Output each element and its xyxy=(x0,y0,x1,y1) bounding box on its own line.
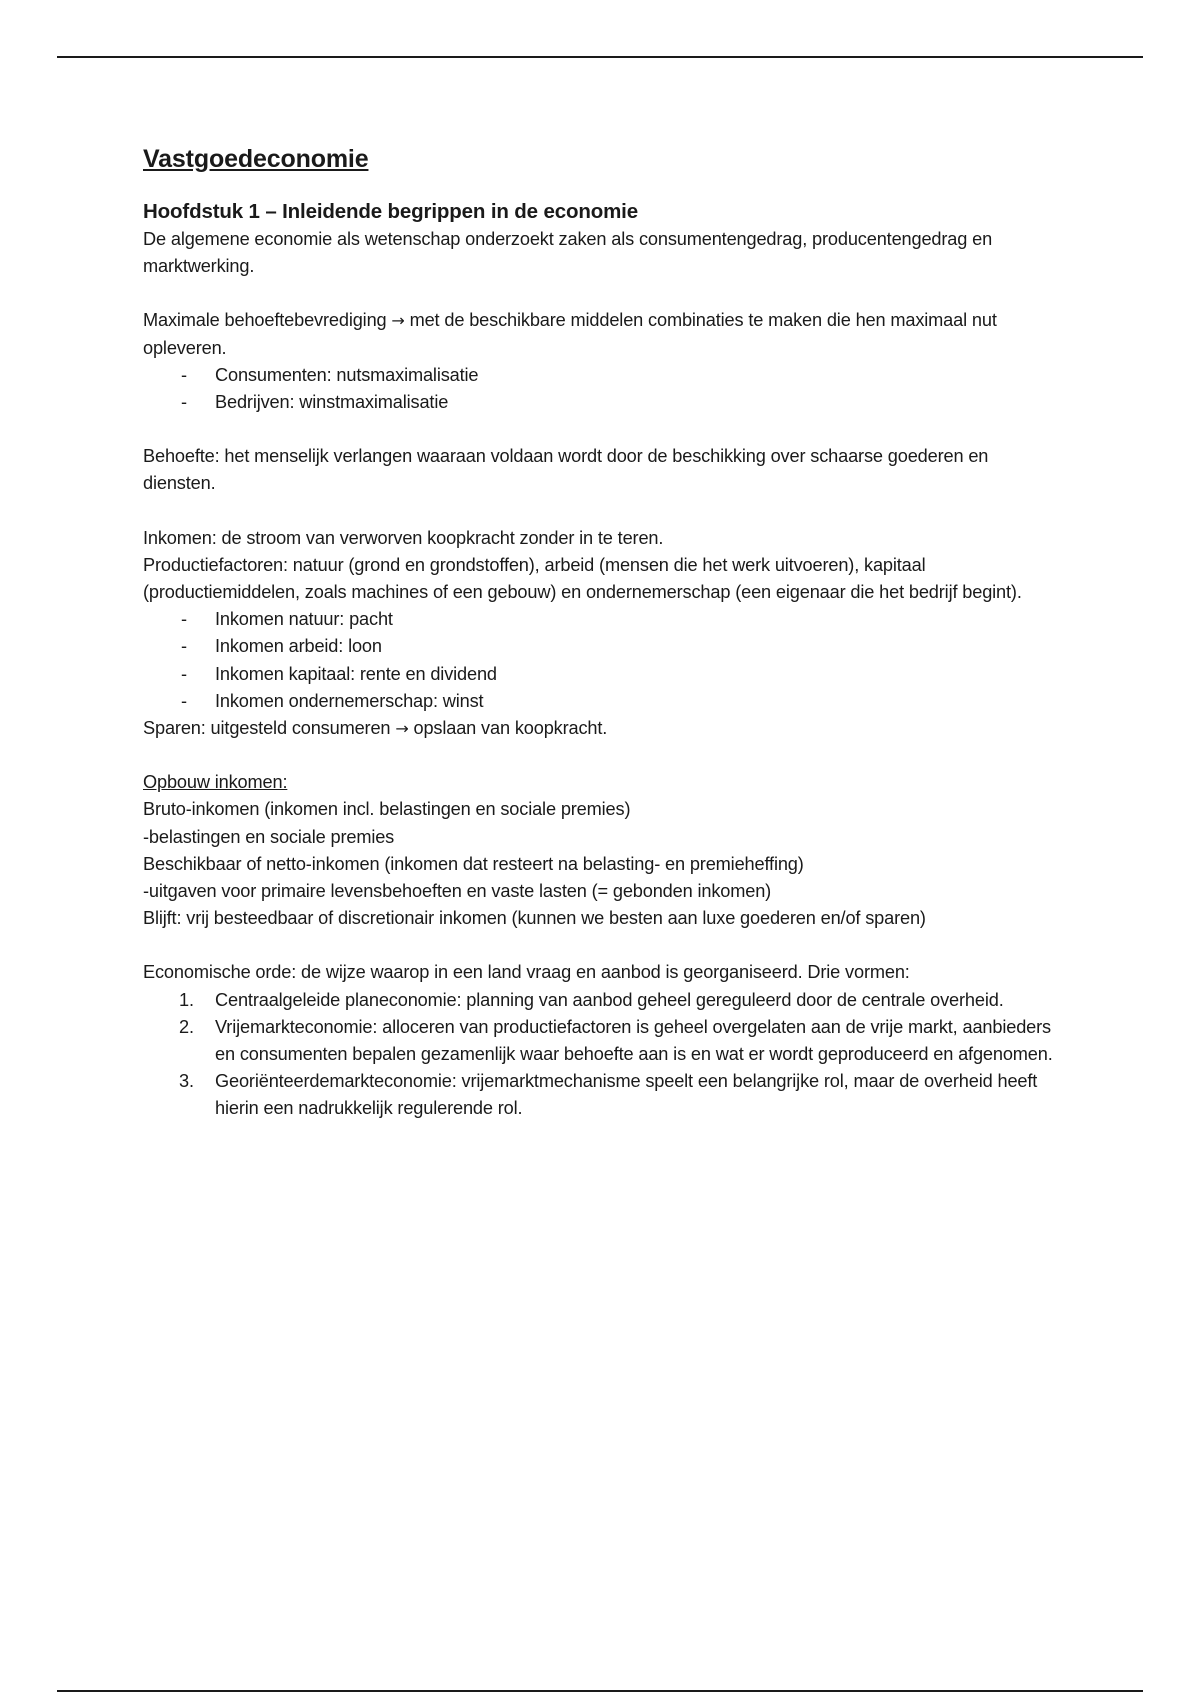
economische-orde-list xyxy=(143,987,1063,1123)
max-behoefte-list xyxy=(143,362,1063,416)
list-item-text: Inkomen kapitaal: rente en dividend xyxy=(215,663,497,684)
list-number: 1. xyxy=(179,989,194,1010)
spacer xyxy=(143,498,1063,525)
opbouw-line: Beschikbaar of netto-inkomen (inkomen dat resteert na belasting- en premieheffing) xyxy=(143,853,804,874)
dash-bullet: - xyxy=(181,609,187,630)
list-item-text: Inkomen arbeid: loon xyxy=(215,636,382,657)
list-number: 3. xyxy=(179,1071,194,1092)
spacer xyxy=(143,280,1063,307)
opbouw-heading: Opbouw inkomen: xyxy=(143,772,288,793)
bottom-rule xyxy=(57,1690,1143,1692)
intro-paragraph: De algemene economie als wetenschap onderzoekt zaken als consumentengedrag, producentengedrag en marktwerking. xyxy=(143,229,993,277)
list-item xyxy=(143,688,1063,715)
dash-bullet: - xyxy=(181,690,187,711)
list-number: 2. xyxy=(179,1016,194,1037)
document-body xyxy=(143,142,1063,1123)
arrow-icon: → xyxy=(391,311,405,331)
list-item xyxy=(143,1014,1063,1068)
list-item-text: Bedrijven: winstmaximalisatie xyxy=(215,392,449,413)
sparen-term: Sparen: uitgesteld consumeren xyxy=(143,718,391,739)
list-item-text: Inkomen natuur: pacht xyxy=(215,609,393,630)
max-behoefte-term: Maximale behoeftebevrediging xyxy=(143,310,387,331)
dash-bullet: - xyxy=(181,392,187,413)
sparen-paragraph xyxy=(143,715,1063,742)
list-item-text: Georiënteerdemarkteconomie: vrijemarktmechanisme speelt een belangrijke rol, maar de overheid heeft hierin een nadrukkelijk regulerende rol. xyxy=(215,1071,1038,1119)
opbouw-line: -uitgaven voor primaire levensbehoeften en vaste lasten (= gebonden inkomen) xyxy=(143,881,772,902)
productiefactoren-paragraph: Productiefactoren: natuur (grond en grondstoffen), arbeid (mensen die het werk uitvoeren), kapitaal (productiemiddelen, zoals machines of een gebouw) en ondernemerschap (een eigenaar die het bedrijf begint). xyxy=(143,554,1022,603)
list-item xyxy=(143,633,1063,660)
list-item xyxy=(143,362,1063,389)
max-behoefte-paragraph xyxy=(143,307,1063,361)
list-item xyxy=(143,661,1063,688)
sparen-text: opslaan van koopkracht. xyxy=(413,718,608,739)
arrow-icon: → xyxy=(395,719,409,739)
list-item xyxy=(143,987,1063,1014)
list-item-text: Inkomen ondernemerschap: winst xyxy=(215,690,484,711)
economische-orde-intro: Economische orde: de wijze waarop in een land vraag en aanbod is georganiseerd. Drie vormen: xyxy=(143,962,910,983)
inkomen-paragraph: Inkomen: de stroom van verworven koopkracht zonder in te teren. xyxy=(143,527,664,548)
spacer xyxy=(143,742,1063,769)
dash-bullet: - xyxy=(181,636,187,657)
dash-bullet: - xyxy=(181,364,187,385)
list-item-text: Vrijemarkteconomie: alloceren van productiefactoren is geheel overgelaten aan de vrije markt, aanbieders en consumenten bepalen gezamenlijk waar behoefte aan is en wat er wordt geproduceerd en afgenomen. xyxy=(215,1016,1053,1065)
chapter-heading: Hoofdstuk 1 – Inleidende begrippen in de economie xyxy=(143,200,638,223)
list-item xyxy=(143,606,1063,633)
dash-bullet: - xyxy=(181,663,187,684)
list-item-text: Centraalgeleide planeconomie: planning van aanbod geheel gereguleerd door de centrale overheid. xyxy=(215,989,1004,1010)
spacer xyxy=(143,416,1063,443)
list-item xyxy=(143,389,1063,416)
list-item-text: Consumenten: nutsmaximalisatie xyxy=(215,364,479,385)
behoefte-paragraph: Behoefte: het menselijk verlangen waaraan voldaan wordt door de beschikking over schaarse goederen en diensten. xyxy=(143,446,989,494)
top-rule xyxy=(57,56,1143,58)
spacer xyxy=(143,932,1063,959)
opbouw-line: Blijft: vrij besteedbaar of discretionair inkomen (kunnen we besten aan luxe goederen en/of sparen) xyxy=(143,908,926,929)
document-title: Vastgoedeconomie xyxy=(143,145,369,173)
inkomen-list xyxy=(143,606,1063,715)
max-behoefte-text: met de beschikbare middelen combinaties te maken die hen maximaal nut opleveren. xyxy=(143,310,997,358)
opbouw-line: Bruto-inkomen (inkomen incl. belastingen en sociale premies) xyxy=(143,799,631,820)
list-item xyxy=(143,1068,1063,1122)
opbouw-line: -belastingen en sociale premies xyxy=(143,826,395,847)
